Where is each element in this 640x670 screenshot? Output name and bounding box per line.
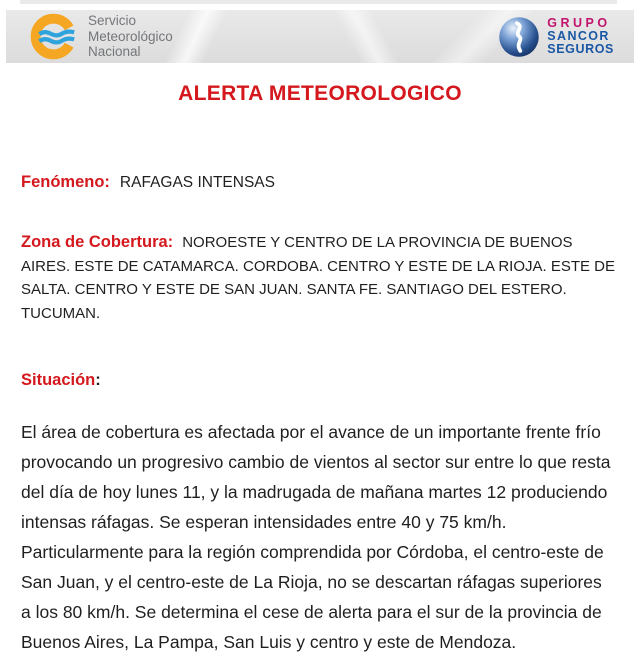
smn-logo-text [88, 13, 173, 60]
top-strip [20, 0, 617, 4]
sancor-logo-line2: SANCOR [547, 29, 610, 43]
zona-text: NOROESTE Y CENTRO DE LA PROVINCIA DE BUENOS AIRES. ESTE DE CATAMARCA. CORDOBA. CENTRO Y ESTE DE LA RIOJA. ESTE DE SALTA. CENTRO Y ESTE DE SAN JUAN. SANTA FE. SANTIAGO DEL ESTERO. TUCUMAN. [21, 234, 616, 322]
section-zona-de-cobertura [21, 231, 619, 325]
fenomeno-label: Fenómeno: [21, 173, 110, 191]
smn-logo-line1: Servicio [88, 13, 137, 29]
section-situacion [21, 371, 101, 390]
situacion-colon: : [95, 371, 101, 389]
smn-sun-wave-icon [30, 13, 77, 60]
smn-logo-line3: Nacional [88, 44, 141, 60]
sancor-globe-icon [498, 16, 540, 58]
header-banner [6, 10, 634, 63]
situation-paragraph: El área de cobertura es afectada por el avance de un importante frente frío provocando un progresivo cambio de vientos al sector sur entre lo que resta del día de hoy lunes 11, y la madrugada de mañana martes 12 produciendo intensas ráfagas. Se esperan intensidades entre 40 y 75 km/h. Particularmente para la región comprendida por Córdoba, el centro-este de San Juan, y el centro-este de La Rioja, no se descartan ráfagas superiores a los 80 km/h. Se determina el cese de alerta para el sur de la provincia de Buenos Aires, La Pampa, San Luis y centro y este de Mendoza. [21, 422, 611, 652]
section-fenomeno [21, 173, 275, 192]
sancor-logo-line3: SEGUROS [547, 42, 614, 56]
zona-label: Zona de Cobertura: [21, 233, 174, 251]
situacion-label: Situación [21, 371, 96, 389]
sancor-logo-text [547, 17, 614, 56]
sancor-logo-line1: GRUPO [547, 16, 611, 30]
sancor-logo [498, 16, 614, 58]
page-title: ALERTA METEOROLOGICO [178, 82, 462, 105]
smn-logo [30, 13, 173, 60]
fenomeno-value: RAFAGAS INTENSAS [119, 174, 275, 191]
smn-logo-line2: Meteorológico [88, 28, 173, 44]
